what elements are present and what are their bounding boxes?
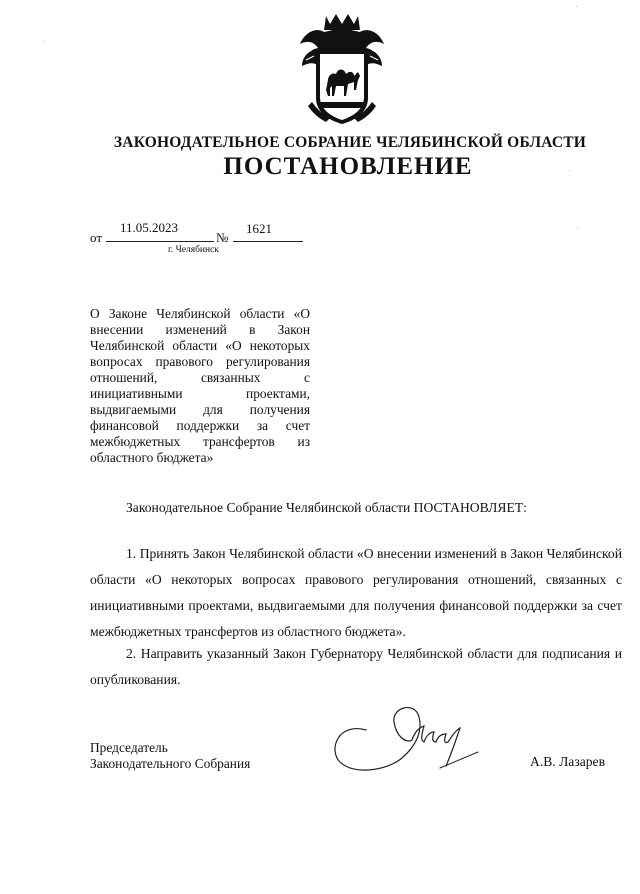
organization-title: ЗАКОНОДАТЕЛЬНОЕ СОБРАНИЕ ЧЕЛЯБИНСКОЙ ОБЛАСТИ [113,134,587,151]
signatory-title [90,740,250,772]
document-type: ПОСТАНОВЛЕНИЕ [223,153,473,180]
scan-speck [569,170,570,171]
document-number: 1621 [246,221,272,236]
signatory-name: А.В. Лазарев [530,754,605,769]
resolution-item-2: 2. Направить указанный Закон Губернатору Челябинской области для подписания и опубликования. [90,646,622,687]
scan-speck [576,6,577,7]
from-label: от [90,230,103,245]
date-underline [106,241,214,242]
place-of-issue: г. Челябинск [168,245,219,255]
number-label: № [216,230,229,245]
coat-of-arms-icon [296,10,388,126]
resolution-item-1: 1. Принять Закон Челябинской области «О внесении изменений в Закон Челябинской области «О некоторых вопросах правового регулирования отношений, связанных с инициативными проектами, выдвигаемыми для получения финансовой поддержки за счет межбюджетных трансфертов из областного бюджета». [90,546,622,639]
handwritten-signature [328,700,498,782]
scan-speck [577,228,578,229]
signatory-title-line-1: Председатель [90,740,168,755]
signatory-title-line-2: Законодательного Собрания [90,756,251,771]
preamble: Законодательное Собрание Челябинской области ПОСТАНОВЛЯЕТ: [126,500,527,515]
document-subject: О Законе Челябинской области «О внесении изменений в Закон Челябинской области «О некоторых вопросах правового регулирования отношений, связанных с инициативными проектами, выдвигаемыми для получения финансовой поддержки за счет межбюджетных трансфертов из областного бюджета» [90,306,310,465]
number-underline [233,241,303,242]
scan-speck [43,41,44,42]
document-date: 11.05.2023 [120,220,179,235]
